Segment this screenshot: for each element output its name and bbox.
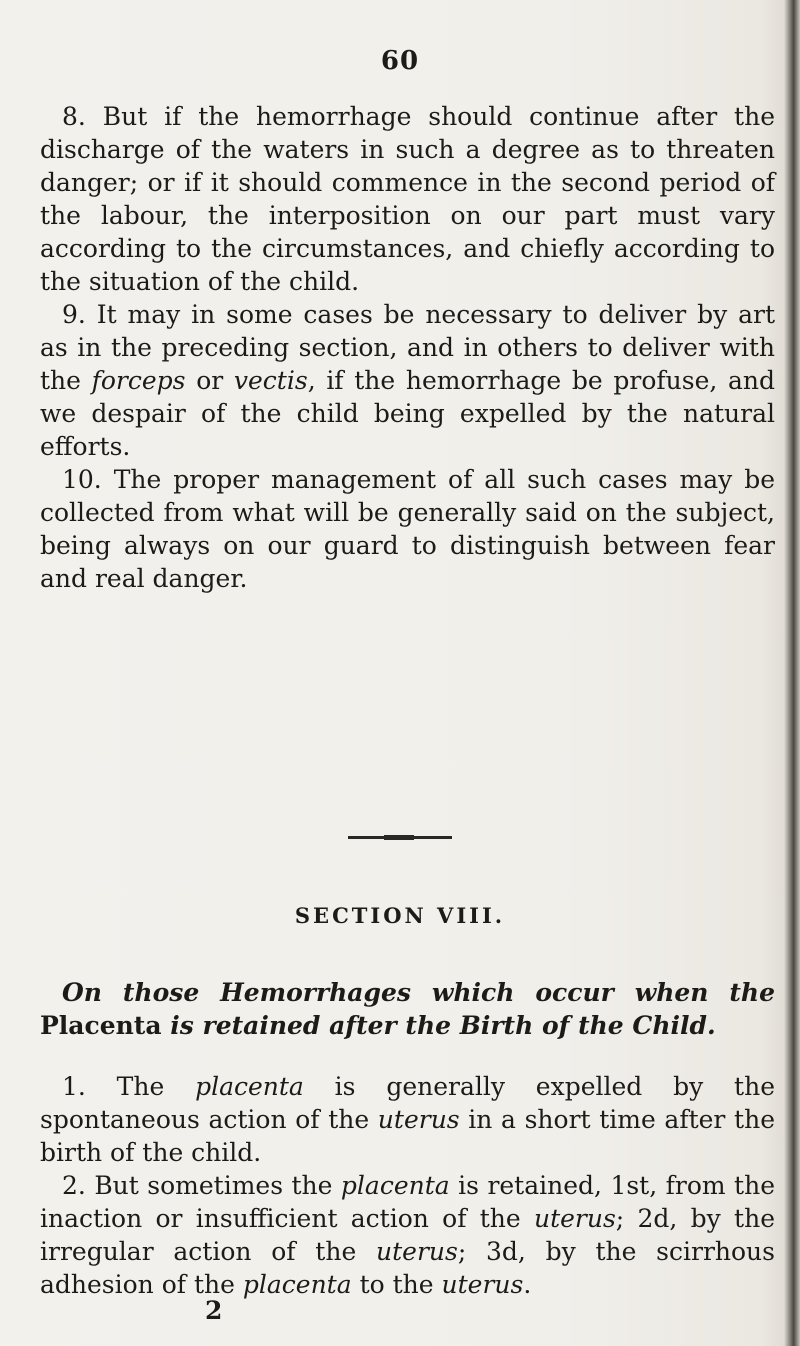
italic-term: uterus bbox=[377, 1105, 460, 1134]
section-title-part2: is retained after the Birth of the Child. bbox=[161, 1011, 716, 1040]
paragraph-text: 2. But sometimes the bbox=[62, 1171, 341, 1200]
paragraph-text: . bbox=[523, 1270, 532, 1299]
section-divider-rule bbox=[348, 836, 452, 839]
paragraph-text: to the bbox=[351, 1270, 442, 1299]
section-title-part1: On those Hemorrhages which occur when the bbox=[62, 978, 775, 1007]
paragraph-text: in a short time after the birth of the child. bbox=[40, 1105, 775, 1167]
paragraph-text: ; 2d, by the irregular action of the bbox=[40, 1204, 775, 1266]
section-title-upright: Placenta bbox=[40, 1011, 162, 1040]
section-heading: SECTION VIII. bbox=[294, 903, 506, 928]
paragraph-p10 bbox=[40, 463, 775, 595]
paragraph-s1 bbox=[40, 1070, 775, 1169]
paragraph-text: 9. It may in some cases be necessary to deliver by art as in the preceding section, and in others to deliver with the bbox=[40, 300, 775, 395]
paragraph-p9 bbox=[40, 298, 775, 463]
italic-term: forceps bbox=[91, 366, 186, 395]
paragraph-text: is generally expelled by the spontaneous action of the bbox=[40, 1072, 775, 1134]
paragraph-text: 10. The proper management of all such cases may be collected from what will be generally said on the subject, being always on our guard to distinguish between fear and real danger. bbox=[40, 465, 775, 593]
section-title bbox=[40, 976, 775, 1042]
catchword: 2 bbox=[205, 1296, 223, 1325]
paragraph-text: , if the hemorrhage be profuse, and we despair of the child being expelled by the natural efforts. bbox=[40, 366, 775, 461]
page-number: 60 bbox=[380, 46, 420, 76]
paragraph-text: ; 3d, by the scirrhous adhesion of the bbox=[40, 1237, 775, 1299]
italic-term: placenta bbox=[340, 1171, 450, 1200]
italic-term: placenta bbox=[195, 1072, 304, 1101]
paragraph-text: 8. But if the hemorrhage should continue after the discharge of the waters in such a degree as to threaten danger; or if it should commence in the second period of the labour, the interposition on our part must vary according to the circumstances, and chiefly according to the situation of the child. bbox=[40, 102, 775, 296]
paragraph-s2 bbox=[40, 1169, 775, 1301]
italic-term: uterus bbox=[376, 1237, 458, 1266]
italic-term: placenta bbox=[242, 1270, 352, 1299]
paragraph-text: or bbox=[185, 366, 234, 395]
paragraph-text: 1. The bbox=[62, 1072, 196, 1101]
text-block-bottom bbox=[40, 1070, 775, 1301]
italic-term: uterus bbox=[441, 1270, 524, 1299]
paragraph-p8 bbox=[40, 100, 775, 298]
paragraph-text: is retained, 1st, from the inaction or insufficient action of the bbox=[40, 1171, 775, 1233]
italic-term: uterus bbox=[533, 1204, 616, 1233]
page-binding-edge bbox=[784, 0, 800, 1346]
text-block-top bbox=[40, 100, 775, 595]
italic-term: vectis bbox=[233, 366, 308, 395]
